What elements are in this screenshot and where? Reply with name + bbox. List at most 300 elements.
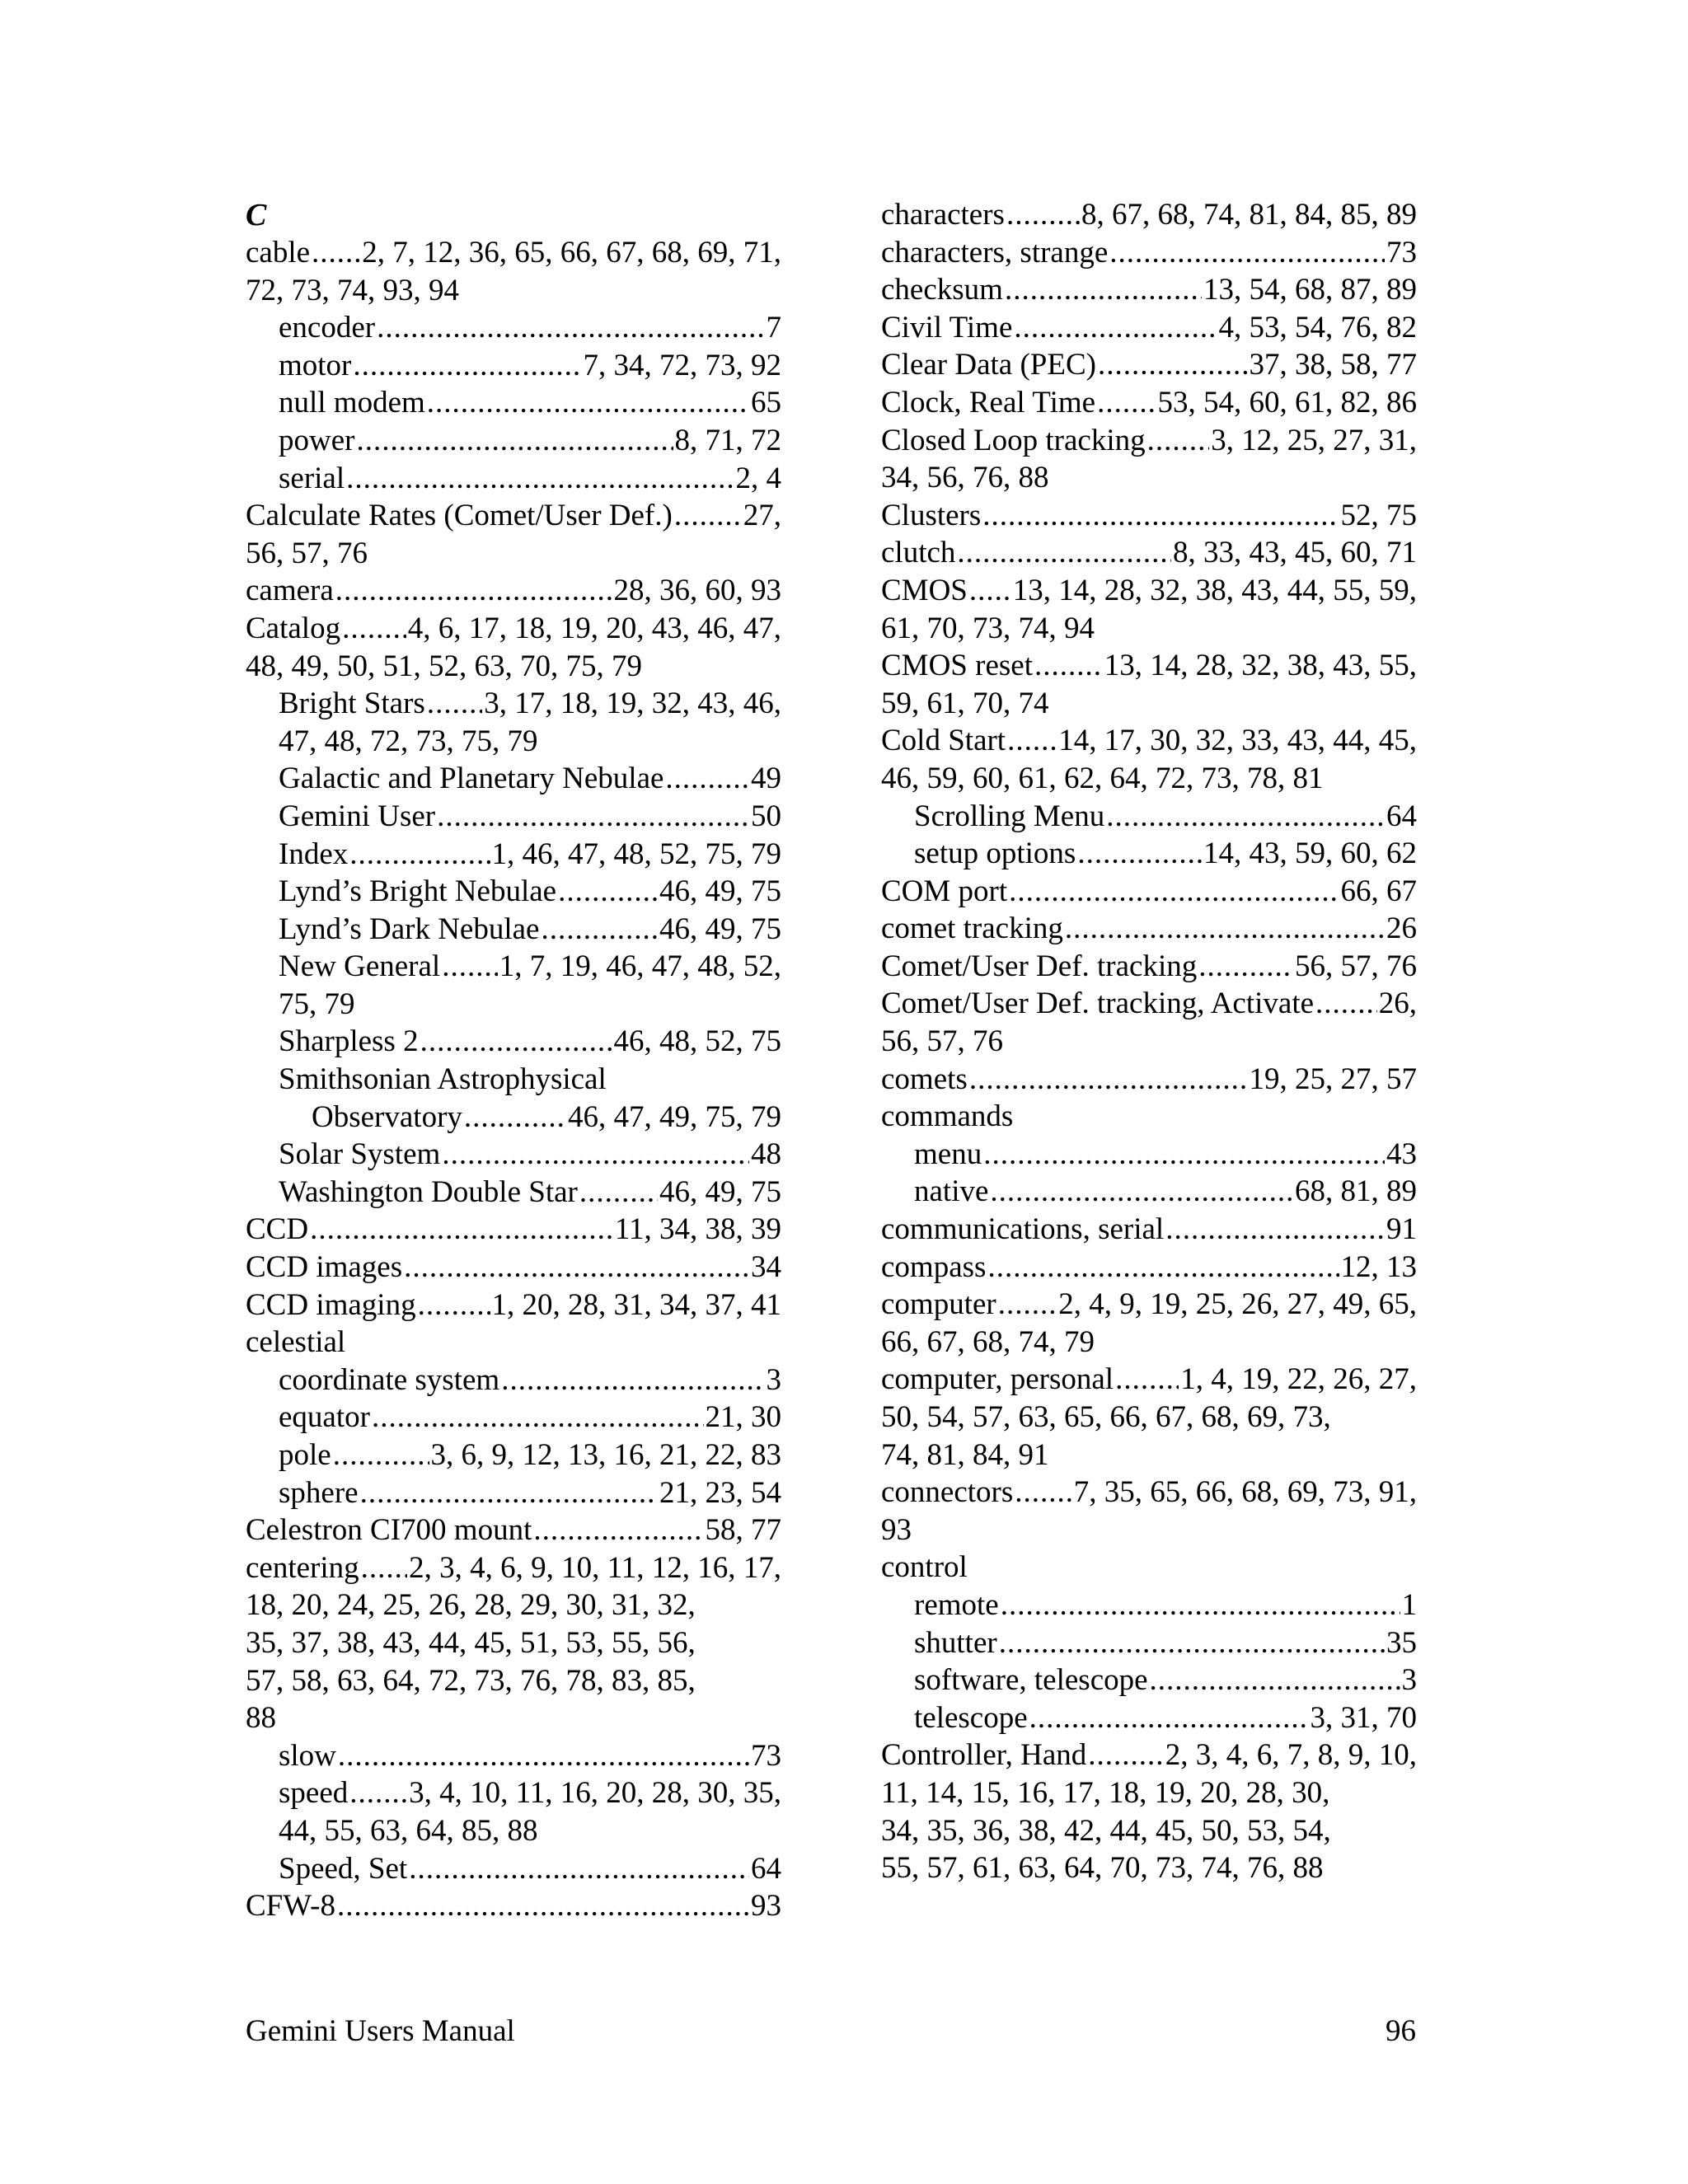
- index-pages: 7, 34, 72, 73, 92: [583, 348, 781, 382]
- index-entry-line: [279, 685, 781, 723]
- index-pages: 11, 34, 38, 39: [614, 1212, 781, 1247]
- index-term: Scrolling Menu: [914, 799, 1105, 833]
- index-entry: [881, 1586, 1417, 1624]
- index-entry-line: [881, 346, 1417, 384]
- index-entry: [246, 347, 781, 385]
- index-entry-line: [279, 309, 781, 347]
- index-pages: 2, 3, 4, 6, 9, 10, 11, 12, 16, 17,: [409, 1550, 781, 1585]
- index-term: Celestron CI700 mount: [246, 1513, 532, 1548]
- index-entry: [881, 534, 1417, 572]
- index-entry-line: [279, 422, 781, 460]
- index-pages-continued: 34, 35, 36, 38, 42, 44, 45, 50, 53, 54,: [881, 1813, 1331, 1848]
- index-pages-continued: 93: [881, 1512, 912, 1547]
- index-term: Closed Loop tracking: [881, 423, 1146, 457]
- index-pages: 4, 53, 54, 76, 82: [1218, 310, 1417, 344]
- index-pages: 64: [751, 1851, 781, 1886]
- dot-leader: [558, 873, 658, 911]
- index-pages: 46, 49, 75: [659, 874, 781, 909]
- index-entry: [246, 760, 781, 798]
- index-entry: [881, 1624, 1417, 1662]
- index-entry: [881, 1286, 1417, 1361]
- index-term: characters: [881, 198, 1005, 232]
- index-pages-continued: 55, 57, 61, 63, 64, 70, 73, 74, 76, 88: [881, 1851, 1324, 1886]
- index-entry-line: [246, 1887, 781, 1925]
- index-entry: [246, 497, 781, 572]
- index-entry-line: [881, 1211, 1417, 1249]
- dot-leader: [342, 610, 406, 648]
- index-entry-line: [881, 534, 1417, 572]
- index-entry: [246, 309, 781, 347]
- index-entry: [881, 384, 1417, 422]
- index-entry: [246, 384, 781, 422]
- dot-leader: [372, 1399, 704, 1436]
- index-pages: 66, 67: [1340, 874, 1417, 908]
- index-entry: [246, 610, 781, 685]
- dot-leader: [999, 1624, 1385, 1662]
- dot-leader: [349, 836, 490, 874]
- index-entry-line: [279, 1023, 781, 1061]
- index-term: CCD imaging: [246, 1287, 416, 1322]
- index-entry-line: [914, 1586, 1417, 1624]
- index-pages: 2, 3, 4, 6, 7, 8, 9, 10,: [1165, 1738, 1417, 1773]
- index-entry-line: [881, 384, 1417, 422]
- dot-leader: [1005, 271, 1202, 309]
- index-pages-continued: 44, 55, 63, 64, 85, 88: [279, 1813, 538, 1848]
- index-entry: [246, 572, 781, 610]
- index-term: clutch: [881, 536, 956, 570]
- index-entry: [246, 1061, 781, 1099]
- index-pages: 58, 77: [705, 1513, 781, 1548]
- index-entry-line: [279, 1174, 781, 1212]
- dot-leader: [1098, 346, 1248, 384]
- index-term: Speed, Set: [279, 1851, 408, 1886]
- index-term: Bright Stars: [279, 687, 425, 721]
- index-pages-continued: 50, 54, 57, 63, 65, 66, 67, 68, 69, 73,: [881, 1400, 1331, 1434]
- dot-leader: [1065, 910, 1385, 948]
- index-entry-line: [881, 271, 1417, 309]
- index-term: Clear Data (PEC): [881, 348, 1096, 382]
- dot-leader: [1077, 835, 1202, 873]
- index-entry-line: [881, 1286, 1417, 1324]
- index-entry-line: [881, 985, 1417, 1023]
- index-entry-line: [246, 610, 781, 648]
- index-entry-line: [279, 836, 781, 874]
- index-entry: [881, 873, 1417, 911]
- index-pages: 26: [1386, 912, 1417, 946]
- index-entry-line: [881, 1549, 1417, 1586]
- index-pages: 3, 6, 9, 12, 13, 16, 21, 22, 83: [430, 1438, 781, 1472]
- dot-leader: [969, 572, 1011, 610]
- index-entry: [246, 422, 781, 460]
- dot-leader: [337, 1887, 749, 1925]
- index-term: Washington Double Star: [279, 1174, 578, 1209]
- index-pages: 93: [751, 1889, 781, 1924]
- dot-leader: [987, 1249, 1339, 1286]
- dot-leader: [1007, 722, 1057, 760]
- index-entry-line: [881, 647, 1417, 685]
- index-entry-line: [881, 497, 1417, 535]
- index-entry: [881, 271, 1417, 309]
- index-pages: 2, 4, 9, 19, 25, 26, 27, 49, 65,: [1058, 1287, 1417, 1322]
- index-term: commands: [881, 1099, 1014, 1134]
- index-entry-line: [881, 422, 1417, 460]
- index-term: Civil Time: [881, 310, 1013, 344]
- index-pages-continued: 66, 67, 68, 74, 79: [881, 1324, 1095, 1359]
- dot-leader: [1014, 309, 1217, 347]
- index-entry: [246, 1774, 781, 1849]
- index-pages: 12, 13: [1340, 1249, 1417, 1284]
- index-pages: 21, 23, 54: [659, 1475, 781, 1510]
- index-entry-line: [881, 234, 1417, 272]
- index-entry-line: [246, 497, 781, 535]
- index-pages: 3, 4, 10, 11, 16, 20, 28, 30, 35,: [409, 1776, 781, 1811]
- index-term: Solar System: [279, 1137, 441, 1172]
- index-pages-continued: 88: [246, 1701, 276, 1736]
- dot-leader: [1001, 1586, 1400, 1624]
- index-entry: [246, 1361, 781, 1399]
- index-entry: [246, 1511, 781, 1549]
- index-pages: 13, 14, 28, 32, 38, 43, 55,: [1104, 649, 1417, 683]
- index-term: coordinate system: [279, 1362, 500, 1397]
- dot-leader: [674, 497, 742, 535]
- index-entry: [246, 911, 781, 949]
- index-term: Lynd’s Bright Nebulae: [279, 874, 557, 909]
- footer-title: Gemini Users Manual: [246, 2014, 515, 2048]
- index-entry-line: [279, 1361, 781, 1399]
- index-term: menu: [914, 1137, 982, 1171]
- index-pages: 3, 12, 25, 27, 31,: [1211, 423, 1417, 457]
- index-entry-line: [246, 1511, 781, 1549]
- index-pages-continued: 48, 49, 50, 51, 52, 63, 70, 75, 79: [246, 649, 642, 683]
- index-pages-continued: 61, 70, 73, 74, 94: [881, 611, 1095, 645]
- index-pages: 73: [1386, 235, 1417, 269]
- index-entry: [881, 647, 1417, 722]
- index-pages: 73: [751, 1738, 781, 1773]
- index-pages: 37, 38, 58, 77: [1249, 348, 1417, 382]
- dot-leader: [349, 1774, 407, 1812]
- dot-leader: [957, 534, 1171, 572]
- dot-leader: [541, 911, 658, 949]
- index-entry-line: [312, 1099, 781, 1137]
- index-pages: 28, 36, 60, 93: [613, 574, 781, 608]
- index-entry-line: [914, 835, 1417, 873]
- index-pages: 13, 54, 68, 87, 89: [1203, 273, 1417, 307]
- dot-leader: [335, 572, 612, 610]
- index-pages: 1: [1401, 1587, 1417, 1622]
- index-entry: [246, 460, 781, 498]
- index-term: Controller, Hand: [881, 1738, 1087, 1773]
- index-pages-continued: 59, 61, 70, 74: [881, 686, 1049, 720]
- index-pages: 46, 49, 75: [659, 1174, 781, 1209]
- index-entry-line: [881, 1098, 1417, 1136]
- index-entry: [881, 1474, 1417, 1549]
- dot-leader: [665, 760, 749, 798]
- index-entry: [246, 1850, 781, 1888]
- index-pages: 7: [766, 311, 781, 345]
- index-pages: 3, 17, 18, 19, 32, 43, 46,: [484, 687, 781, 721]
- index-term: computer, personal: [881, 1362, 1114, 1397]
- index-pages: 2, 4: [735, 461, 781, 495]
- dot-leader: [533, 1511, 703, 1549]
- index-entry: [881, 1061, 1417, 1099]
- index-entry: [246, 1887, 781, 1925]
- index-pages: 8, 71, 72: [674, 423, 781, 457]
- index-entry: [881, 1699, 1417, 1737]
- index-entry: [246, 685, 781, 760]
- index-entry: [881, 985, 1417, 1060]
- index-entry-line: [914, 1136, 1417, 1174]
- index-pages: 7, 35, 65, 66, 68, 69, 73, 91,: [1073, 1475, 1417, 1510]
- dot-leader: [338, 1737, 749, 1775]
- index-term: Galactic and Planetary Nebulae: [279, 762, 664, 796]
- index-entry-line: [246, 572, 781, 610]
- dot-leader: [437, 798, 749, 836]
- index-term: CCD: [246, 1212, 309, 1247]
- index-pages: 48: [751, 1137, 781, 1172]
- index-entry: [881, 910, 1417, 948]
- index-entry: [881, 722, 1417, 797]
- index-pages: 19, 25, 27, 57: [1249, 1062, 1417, 1096]
- index-pages: 14, 43, 59, 60, 62: [1203, 837, 1417, 871]
- index-entry: [246, 1211, 781, 1249]
- index-pages: 46, 48, 52, 75: [613, 1024, 781, 1059]
- dot-leader: [427, 685, 482, 723]
- index-term: control: [881, 1550, 968, 1585]
- index-entry: [246, 1399, 781, 1436]
- index-pages: 53, 54, 60, 61, 82, 86: [1157, 385, 1417, 419]
- index-term: native: [914, 1174, 989, 1209]
- index-term: remote: [914, 1587, 999, 1622]
- dot-leader: [404, 1249, 749, 1286]
- index-term: computer: [881, 1287, 996, 1322]
- index-term: pole: [279, 1438, 331, 1472]
- index-entries-left: [246, 234, 781, 1925]
- index-pages: 64: [1386, 799, 1417, 833]
- dot-leader: [464, 1099, 566, 1137]
- index-pages: 46, 49, 75: [659, 912, 781, 946]
- index-term: speed: [279, 1776, 349, 1811]
- index-entry: [246, 1474, 781, 1512]
- index-pages-continued: 74, 81, 84, 91: [881, 1437, 1049, 1472]
- index-entry: [246, 1436, 781, 1474]
- index-entry-line: [279, 1436, 781, 1474]
- dot-leader: [1009, 873, 1339, 911]
- dot-leader: [360, 1474, 658, 1512]
- index-entry-line: [279, 1474, 781, 1512]
- index-term: characters, strange: [881, 235, 1109, 269]
- index-entry-line: [279, 347, 781, 385]
- index-column-right: [881, 196, 1417, 1887]
- index-pages-continued: 72, 73, 74, 93, 94: [246, 273, 459, 307]
- dot-leader: [356, 422, 673, 460]
- index-entry: [881, 1211, 1417, 1249]
- dot-leader: [1097, 384, 1156, 422]
- index-pages: 8, 67, 68, 74, 81, 84, 85, 89: [1081, 198, 1417, 232]
- index-term: CMOS: [881, 573, 968, 607]
- index-entry-line: [914, 1661, 1417, 1699]
- index-entry: [881, 1549, 1417, 1586]
- index-term: connectors: [881, 1475, 1014, 1510]
- index-entry: [246, 1174, 781, 1212]
- index-entry-line: [881, 1249, 1417, 1286]
- index-entry-line: [881, 1736, 1417, 1774]
- index-entry-line: [246, 1249, 781, 1286]
- index-term: setup options: [914, 837, 1076, 871]
- dot-leader: [1029, 1699, 1309, 1737]
- dot-leader: [353, 347, 581, 385]
- dot-leader: [990, 1173, 1293, 1211]
- index-term: centering: [246, 1550, 359, 1585]
- dot-leader: [312, 234, 360, 272]
- index-entry-line: [881, 1474, 1417, 1511]
- index-pages: 68, 81, 89: [1295, 1174, 1417, 1209]
- index-entry-line: [246, 1211, 781, 1249]
- index-entry-line: [881, 572, 1417, 610]
- index-pages: 27,: [743, 499, 781, 533]
- index-entry: [881, 798, 1417, 836]
- index-entry-line: [881, 873, 1417, 911]
- dot-leader: [998, 1286, 1057, 1324]
- index-entry: [246, 873, 781, 911]
- index-term: Comet/User Def. tracking: [881, 949, 1198, 983]
- index-entry-line: [914, 1699, 1417, 1737]
- dot-leader: [1198, 948, 1293, 986]
- dot-leader: [579, 1174, 658, 1212]
- index-entry: [881, 1361, 1417, 1474]
- index-pages: 52, 75: [1340, 498, 1417, 532]
- dot-leader: [969, 1061, 1248, 1099]
- index-entry: [246, 836, 781, 874]
- dot-leader: [442, 948, 498, 986]
- index-entry-line: [279, 1774, 781, 1812]
- dot-leader: [333, 1436, 429, 1474]
- index-entry-line: [881, 910, 1417, 948]
- index-entry: [246, 1324, 781, 1361]
- index-entry: [881, 572, 1417, 647]
- index-entry-line: [914, 1624, 1417, 1662]
- index-entry: [881, 422, 1417, 497]
- dot-leader: [418, 1286, 490, 1324]
- index-entry: [881, 1098, 1417, 1136]
- page-number: 96: [1386, 2014, 1416, 2048]
- dot-leader: [1165, 1211, 1385, 1249]
- index-pages-continued: 47, 48, 72, 73, 75, 79: [279, 724, 538, 758]
- dot-leader: [1315, 985, 1377, 1023]
- index-entry: [246, 1737, 781, 1775]
- dot-leader: [1015, 1474, 1071, 1511]
- index-pages: 43: [1386, 1137, 1417, 1171]
- index-entry: [246, 798, 781, 836]
- index-pages: 21, 30: [705, 1400, 781, 1435]
- index-pages: 8, 33, 43, 45, 60, 71: [1173, 536, 1417, 570]
- index-term: Lynd’s Dark Nebulae: [279, 912, 540, 946]
- index-pages: 56, 57, 76: [1295, 949, 1417, 983]
- index-term: serial: [279, 461, 345, 495]
- index-term: CCD images: [246, 1250, 403, 1285]
- index-entry: [881, 948, 1417, 986]
- index-term: comets: [881, 1062, 968, 1096]
- dot-leader: [1109, 234, 1385, 272]
- index-entry-line: [881, 196, 1417, 234]
- index-pages: 46, 47, 49, 75, 79: [568, 1099, 781, 1134]
- dot-leader: [983, 1136, 1385, 1174]
- index-entry-line: [279, 948, 781, 986]
- index-pages: 91: [1386, 1212, 1417, 1247]
- index-entry-line: [246, 1549, 781, 1587]
- dot-leader: [1006, 196, 1080, 234]
- index-entry: [246, 234, 781, 309]
- index-pages: 4, 6, 17, 18, 19, 20, 43, 46, 47,: [407, 611, 781, 645]
- index-term: camera: [246, 574, 334, 608]
- index-pages: 13, 14, 28, 32, 38, 43, 44, 55, 59,: [1012, 573, 1417, 607]
- index-term: power: [279, 423, 355, 457]
- index-pages-continued: 75, 79: [279, 987, 355, 1021]
- index-term: comet tracking: [881, 912, 1063, 946]
- dot-leader: [310, 1211, 613, 1249]
- index-term: sphere: [279, 1475, 359, 1510]
- index-term: Catalog: [246, 611, 341, 645]
- index-entry-line: [279, 798, 781, 836]
- index-entry-line: [279, 1850, 781, 1888]
- index-pages: 3, 31, 70: [1310, 1700, 1417, 1735]
- index-entry-line: [279, 760, 781, 798]
- index-entry: [246, 948, 781, 1023]
- index-entry: [881, 1249, 1417, 1286]
- index-pages-continued: 57, 58, 63, 64, 72, 73, 76, 78, 83, 85,: [246, 1663, 696, 1698]
- index-pages-continued: 18, 20, 24, 25, 26, 28, 29, 30, 31, 32,: [246, 1588, 696, 1623]
- dot-leader: [361, 1549, 407, 1587]
- index-entry-line: [279, 911, 781, 949]
- index-entries-right: [881, 196, 1417, 1887]
- index-term: Index: [279, 837, 349, 871]
- index-pages-continued: 56, 57, 76: [881, 1024, 1003, 1059]
- index-pages-continued: 46, 59, 60, 61, 62, 64, 72, 73, 78, 81: [881, 761, 1324, 795]
- index-entry: [881, 1661, 1417, 1699]
- index-pages: 1, 4, 19, 22, 26, 27,: [1180, 1362, 1417, 1397]
- index-entry: [246, 1099, 781, 1137]
- index-entry: [246, 1286, 781, 1324]
- index-term: Gemini User: [279, 799, 436, 833]
- index-entry: [881, 309, 1417, 347]
- dot-leader: [1088, 1736, 1164, 1774]
- index-entry: [881, 346, 1417, 384]
- index-term: shutter: [914, 1625, 997, 1660]
- index-entry-line: [279, 384, 781, 422]
- index-term: Observatory: [312, 1099, 462, 1134]
- index-entry-line: [279, 1737, 781, 1775]
- dot-leader: [409, 1850, 749, 1888]
- index-pages: 35: [1386, 1625, 1417, 1660]
- index-entry-line: [914, 1173, 1417, 1211]
- index-entry-line: [246, 1286, 781, 1324]
- index-pages: 1, 46, 47, 48, 52, 75, 79: [491, 837, 781, 871]
- index-pages: 65: [751, 386, 781, 420]
- index-entry-line: [279, 1136, 781, 1174]
- index-pages: 2, 7, 12, 36, 65, 66, 67, 68, 69, 71,: [362, 236, 781, 269]
- index-term: COM port: [881, 874, 1008, 908]
- dot-leader: [501, 1361, 764, 1399]
- index-entry: [246, 1023, 781, 1061]
- dot-leader: [982, 497, 1339, 535]
- index-entry-line: [914, 798, 1417, 836]
- section-letter: C: [246, 198, 267, 232]
- index-entry-line: [246, 234, 781, 272]
- index-entry-line: [279, 460, 781, 498]
- index-pages: 1, 20, 28, 31, 34, 37, 41: [491, 1287, 781, 1322]
- index-pages: 50: [751, 799, 781, 833]
- index-entry-line: [279, 1061, 781, 1099]
- index-entry-line: [881, 948, 1417, 986]
